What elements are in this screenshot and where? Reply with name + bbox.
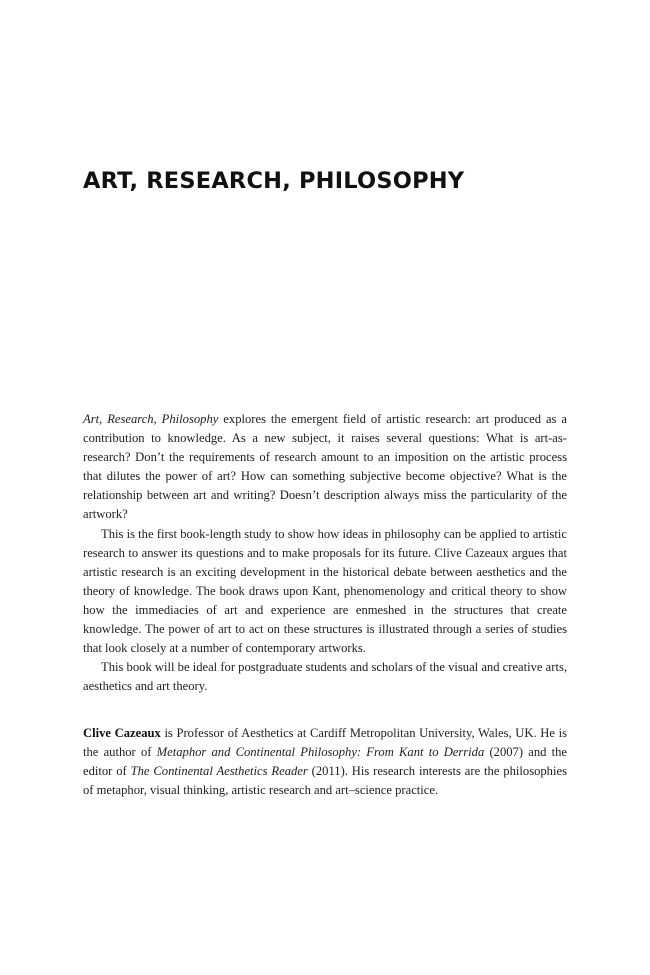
author-bio-text-2: (2007) and the editor of: [83, 745, 568, 779]
description-paragraph-1: [83, 410, 567, 525]
description-paragraph-1-text: explores the emergent field of artistic research: art produced as a contribution to knowledge. As a new subject, it raises several questions: What is art-as-research? Don’t the requirements of research amount to an imposition on the artistic process that dilutes the power of art? How can something subjective become objective? What is the relationship between art and writing? Doesn’t description always miss the particularity of the artwork?: [83, 412, 567, 522]
author-bio: [83, 724, 567, 800]
author-book-2: The Continental Aesthetics Reader: [130, 764, 308, 779]
description-paragraph-3: This book will be ideal for postgraduate students and scholars of the visual and creative arts, aesthetics and art theory.: [83, 660, 567, 694]
book-title: ART, RESEARCH, PHILOSOPHY: [83, 168, 465, 194]
book-description: [83, 410, 567, 696]
author-bio-text-1: is Professor of Aesthetics at Cardiff Metropolitan University, Wales, UK. He is the author of: [83, 726, 567, 760]
description-paragraph-2: This is the first book-length study to show how ideas in philosophy can be applied to artistic research to answer its questions and to make proposals for its future. Clive Cazeaux argues that artistic research is an exciting development in the historical debate between aesthetics and the theory of knowledge. The book draws upon Kant, phenomenology and critical theory to show how the immediacies of art and experience are enmeshed in the structures that create knowledge. The power of art to act on these structures is illustrated through a series of studies that look closely at a number of contemporary artworks.: [83, 526, 567, 656]
author-book-1: Metaphor and Continental Philosophy: From Kant to Derrida: [156, 745, 485, 760]
author-bio-text-3: (2011). His research interests are the philosophies of metaphor, visual thinking, artistic research and art–science practice.: [83, 764, 567, 798]
book-title-italic: Art, Research, Philosophy: [83, 412, 219, 426]
author-name: Clive Cazeaux: [83, 726, 161, 740]
